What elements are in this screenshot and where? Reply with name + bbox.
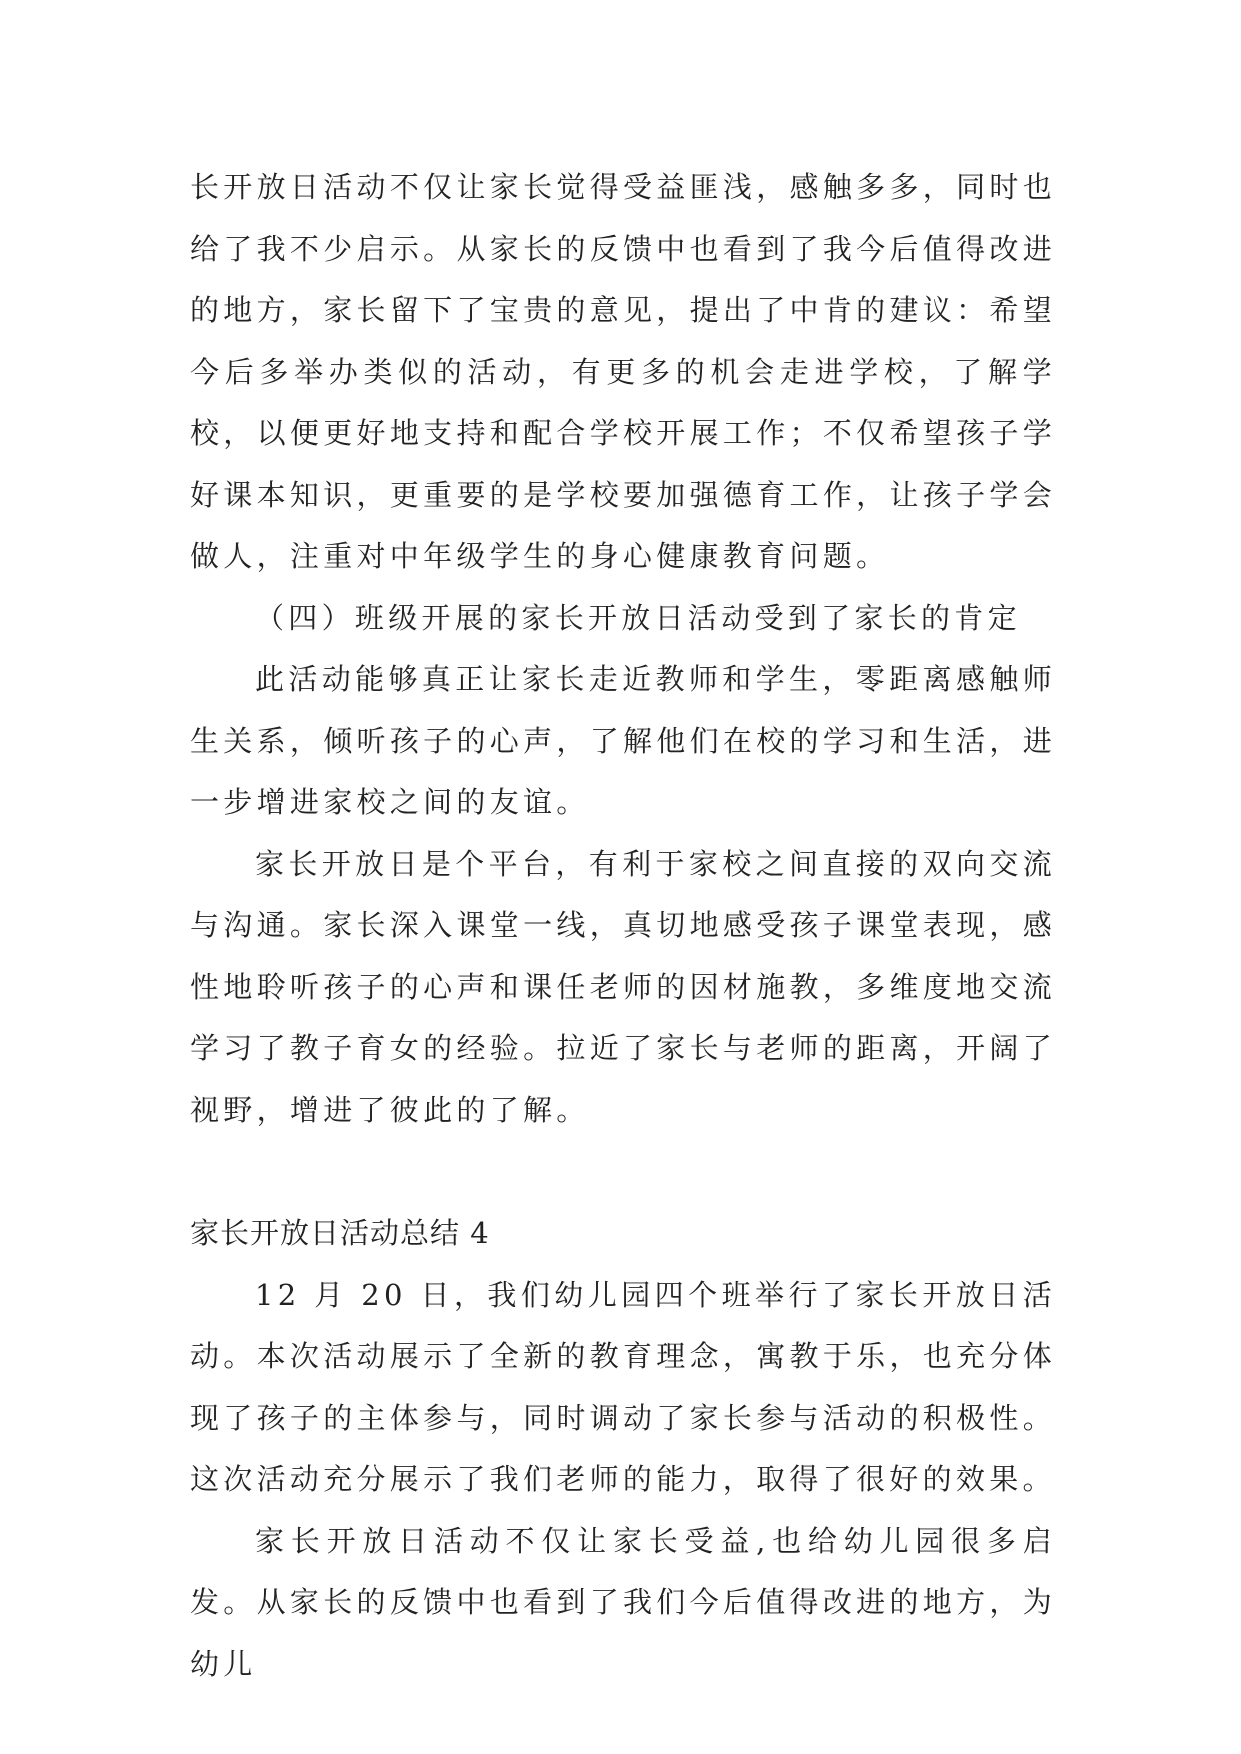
paragraph: 家长开放日是个平台，有利于家校之间直接的双向交流与沟通。家长深入课堂一线，真切地感受孩子课堂表现，感性地聆听孩子的心声和课任老师的因材施教，多维度地交流学习了教子育女的经验。拉近了家长与老师的距离，开阔了视野，增进了彼此的了解。 [190, 846, 1056, 1127]
paragraph: 家长开放日活动不仅让家长受益,也给幼儿园很多启发。从家长的反馈中也看到了我们今后值得改进的地方，为幼儿 [190, 1523, 1056, 1681]
section-spacer [190, 1141, 1056, 1203]
section-title: 家长开放日活动总结 4 [190, 1216, 490, 1250]
paragraph: 此活动能够真正让家长走近教师和学生，零距离感触师生关系，倾听孩子的心声，了解他们在校的学习和生活，进一步增进家校之间的友谊。 [190, 662, 1056, 819]
document-body [190, 157, 1056, 1695]
paragraph: 12 月 20 日，我们幼儿园四个班举行了家长开放日活动。本次活动展示了全新的教育理念，寓教于乐，也充分体现了孩子的主体参与，同时调动了家长参与活动的积极性。这次活动充分展示了我们老师的能力，取得了很好的效果。 [190, 1277, 1056, 1496]
continued-paragraph: 长开放日活动不仅让家长觉得受益匪浅，感触多多，同时也给了我不少启示。从家长的反馈中也看到了我今后值得改进的地方，家长留下了宝贵的意见，提出了中肯的建议：希望今后多举办类似的活动，有更多的机会走进学校，了解学校，以便更好地支持和配合学校开展工作；不仅希望孩子学好课本知识，更重要的是学校要加强德育工作，让孩子学会做人，注重对中年级学生的身心健康教育问题。 [190, 170, 1056, 573]
subheading: （四）班级开展的家长开放日活动受到了家长的肯定 [255, 600, 1021, 635]
